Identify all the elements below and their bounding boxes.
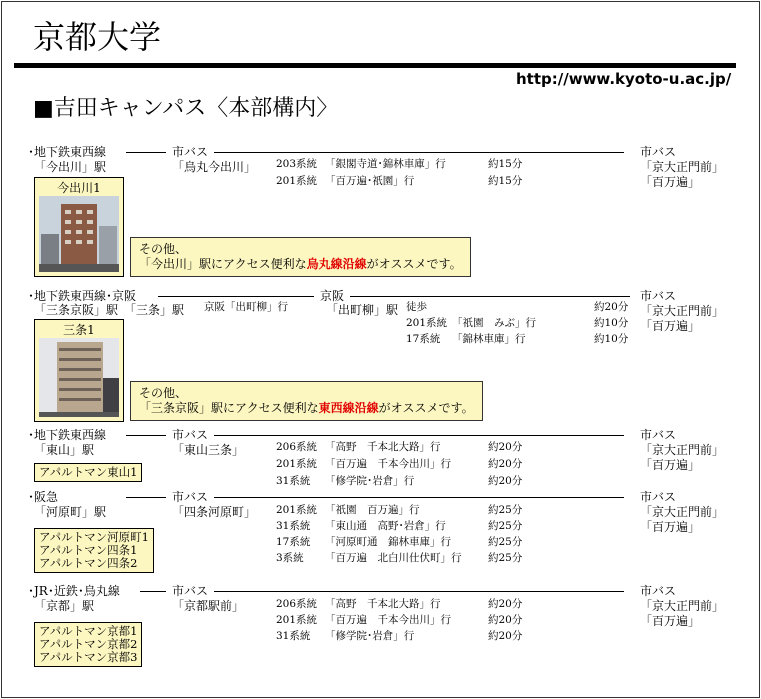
note-text: がオススメです。: [366, 257, 462, 271]
route-connector-line: [350, 296, 630, 297]
station-photo: [34, 319, 124, 422]
station-photo: [34, 177, 124, 277]
bus-destination: 「錦林車庫」行: [452, 333, 526, 345]
access-note: [130, 237, 471, 277]
transfer-label: 京阪: [320, 289, 345, 303]
bus-time: 約25分: [488, 504, 523, 516]
route-connector-line: [126, 152, 166, 153]
bus-route: 31系統: [276, 520, 311, 532]
bus-destination: 「東山通 高野･岩倉」行: [325, 520, 446, 532]
note-text: 「今出川」駅にアクセス便利な: [139, 257, 307, 271]
title-rule: [14, 63, 736, 68]
bus-route: 3系統: [276, 552, 304, 564]
walk-label: 徒歩: [406, 301, 427, 313]
bus-route: 206系統: [276, 598, 318, 610]
route-line-name: ･地下鉄東西線: [28, 428, 107, 442]
bus-time: 約20分: [488, 475, 523, 487]
bus-time: 約25分: [488, 536, 523, 548]
apartment-link[interactable]: アパルトマン東山1: [39, 465, 138, 479]
bus-destination: 「高野 千本北大路」行: [325, 598, 441, 610]
route-station: 「今出川」駅: [34, 160, 107, 174]
apartment-list: [34, 463, 142, 482]
destination-stop: 「京大正門前」: [640, 443, 725, 457]
bus-route: 17系統: [406, 333, 441, 345]
note-highlight: 東西線沿線: [318, 401, 379, 415]
apartment-list: [34, 622, 142, 667]
bus-time: 約20分: [488, 614, 523, 626]
apartment-link[interactable]: アパルトマン京都1: [39, 624, 138, 638]
route-line-name: ･阪急: [28, 490, 59, 504]
apartment-link[interactable]: アパルトマン四条2: [39, 556, 138, 570]
route-station: 「三条」駅: [124, 303, 185, 317]
route-connector-line: [214, 497, 624, 498]
transfer-label: 市バス: [172, 584, 209, 598]
bus-destination: 「百万遍 千本今出川」行: [325, 458, 451, 470]
transfer-stop: 「烏丸今出川」: [172, 160, 257, 174]
destination-stop: 「京大正門前」: [640, 304, 725, 318]
bus-time: 約25分: [488, 552, 523, 564]
note-text: 「三条京阪」駅にアクセス便利な: [139, 401, 319, 415]
apartment-link[interactable]: アパルトマン四条1: [39, 543, 138, 557]
apartment-link[interactable]: アパルトマン京都2: [39, 637, 138, 651]
bus-destination: 「銀閣寺道･錦林車庫」行: [325, 158, 446, 170]
transfer-stop: 「京都駅前」: [172, 599, 245, 613]
note-line: その他、: [139, 386, 188, 400]
route-connector-text: 京阪「出町柳」行: [204, 301, 288, 313]
bus-route: 201系統: [276, 504, 318, 516]
bus-time: 約20分: [488, 630, 523, 642]
site-url[interactable]: http://www.kyoto-u.ac.jp/: [516, 70, 732, 88]
bus-route: 201系統: [276, 458, 318, 470]
route-station: 「三条京阪」駅: [34, 303, 119, 317]
bus-time: 約25分: [488, 520, 523, 532]
note-highlight: 烏丸線沿線: [306, 257, 367, 271]
bus-route: 203系統: [276, 158, 318, 170]
walk-time: 約20分: [594, 301, 629, 313]
route-line-name: ･地下鉄東西線: [28, 145, 107, 159]
bus-destination: 「百万遍･祇園」行: [325, 175, 415, 187]
bus-route: 201系統: [276, 175, 318, 187]
bus-destination: 「高野 千本北大路」行: [325, 441, 441, 453]
bus-destination: 「百万遍 千本今出川」行: [325, 614, 451, 626]
destination-label: 市バス: [640, 428, 677, 442]
bus-destination: 「修学院･岩倉」行: [325, 475, 415, 487]
destination-label: 市バス: [640, 490, 677, 504]
bus-time: 約10分: [594, 333, 629, 345]
destination-stop: 「百万遍」: [640, 458, 701, 472]
bus-route: 17系統: [276, 536, 311, 548]
route-station: 「京都」駅: [34, 599, 95, 613]
destination-label: 市バス: [640, 584, 677, 598]
campus-subtitle: ■吉田キャンパス〈本部構内〉: [33, 96, 339, 121]
route-station: 「東山」駅: [34, 443, 95, 457]
apartment-link[interactable]: アパルトマン河原町1: [39, 530, 149, 544]
route-station: 「河原町」駅: [34, 505, 107, 519]
photo-caption: 三条1: [63, 323, 95, 337]
bus-time: 約20分: [488, 598, 523, 610]
note-line: その他、: [139, 242, 188, 256]
destination-stop: 「京大正門前」: [640, 160, 725, 174]
bus-time: 約20分: [488, 458, 523, 470]
bus-time: 約10分: [594, 317, 629, 329]
destination-stop: 「京大正門前」: [640, 599, 725, 613]
note-text: がオススメです。: [378, 401, 474, 415]
route-connector-line: [140, 591, 166, 592]
building-photo: [39, 196, 119, 272]
bus-destination: 「祇園 みぶ」行: [452, 317, 536, 329]
bus-destination: 「祇園 百万遍」行: [325, 504, 420, 516]
destination-stop: 「京大正門前」: [640, 505, 725, 519]
building-photo: [39, 338, 119, 417]
bus-route: 206系統: [276, 441, 318, 453]
route-connector-line: [214, 435, 624, 436]
bus-route: 31系統: [276, 630, 311, 642]
route-connector-line: [126, 497, 166, 498]
bus-route: 201系統: [276, 614, 318, 626]
bus-time: 約15分: [488, 175, 523, 187]
transfer-label: 市バス: [172, 490, 209, 504]
apartment-list: [34, 528, 154, 573]
route-connector-line: [214, 591, 624, 592]
route-connector-line: [126, 435, 166, 436]
transfer-stop: 「東山三条」: [172, 443, 245, 457]
destination-stop: 「百万遍」: [640, 520, 701, 534]
route-line-name: ･地下鉄東西線･京阪: [28, 289, 137, 303]
route-connector-line: [158, 296, 314, 297]
transfer-stop: 「四条河原町」: [172, 505, 257, 519]
note-line: [139, 401, 474, 416]
bus-time: 約15分: [488, 158, 523, 170]
transfer-stop: 「出町柳」駅: [326, 303, 399, 317]
bus-route: 201系統: [406, 317, 448, 329]
destination-stop: 「百万遍」: [640, 175, 701, 189]
transfer-label: 市バス: [172, 145, 209, 159]
photo-caption: 今出川1: [57, 181, 101, 195]
note-line: [139, 257, 462, 272]
access-note: [130, 381, 483, 421]
bus-destination: 「百万遍 北白川仕伏町」行: [325, 552, 462, 564]
page-title: 京都大学: [33, 18, 162, 56]
destination-label: 市バス: [640, 289, 677, 303]
route-line-name: ･JR･近鉄･烏丸線: [28, 584, 120, 598]
bus-time: 約20分: [488, 441, 523, 453]
bus-route: 31系統: [276, 475, 311, 487]
destination-stop: 「百万遍」: [640, 614, 701, 628]
bus-destination: 「修学院･岩倉」行: [325, 630, 415, 642]
destination-label: 市バス: [640, 145, 677, 159]
apartment-link[interactable]: アパルトマン京都3: [39, 650, 138, 664]
bus-destination: 「河原町通 錦林車庫」行: [325, 536, 451, 548]
route-connector-line: [214, 152, 624, 153]
destination-stop: 「百万遍」: [640, 319, 701, 333]
transfer-label: 市バス: [172, 428, 209, 442]
